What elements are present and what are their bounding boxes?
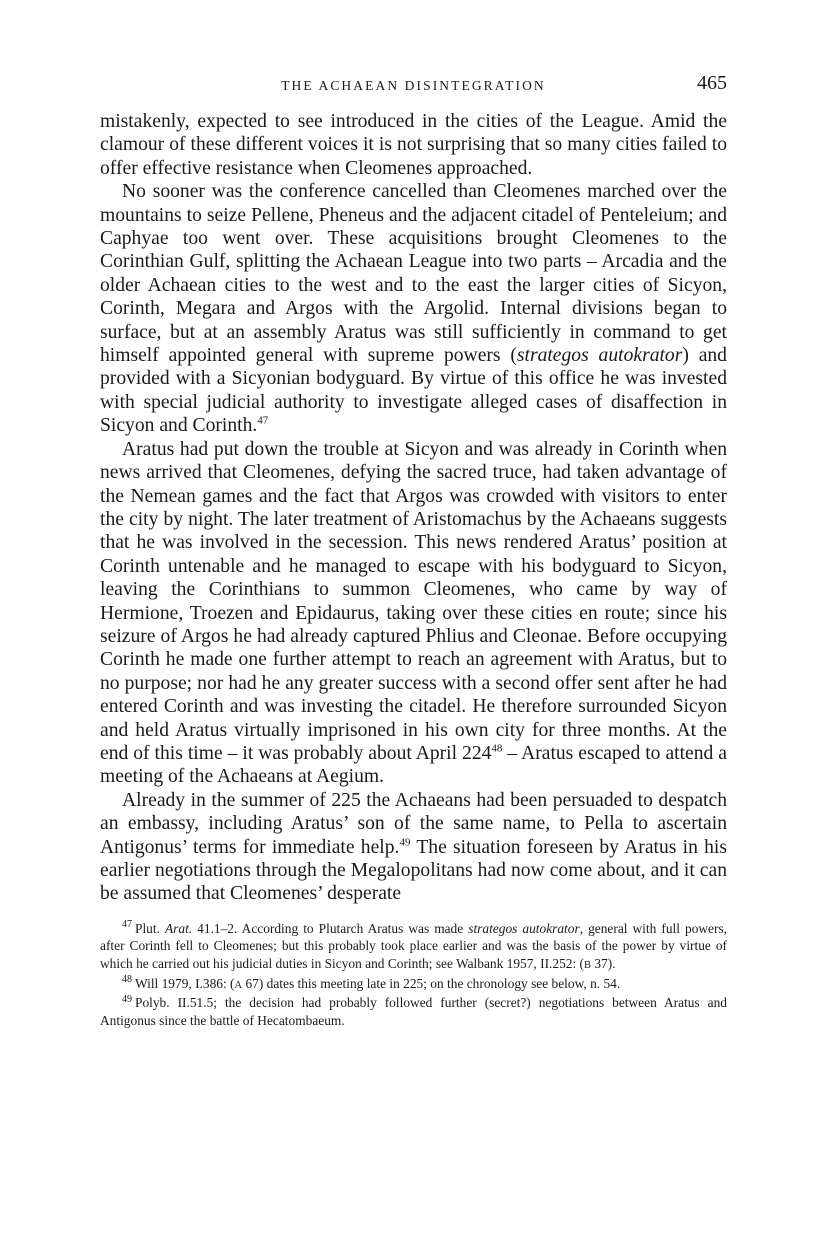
footnotes xyxy=(100,920,727,1030)
paragraph-3 xyxy=(100,438,727,789)
footnote-marker-49: 49 xyxy=(122,993,132,1005)
footnote-47-text-d: 37). xyxy=(591,956,616,971)
footnote-48-text-a: Will 1979, I.386: ( xyxy=(135,975,235,991)
footnote-49 xyxy=(100,994,727,1029)
page-number: 465 xyxy=(697,72,727,94)
paragraph-2-italic: strategos autokrator xyxy=(516,345,683,367)
footnote-marker-47: 47 xyxy=(122,919,132,931)
paragraph-1-text: mistakenly, expected to see introduced in the cities of the League. Amid the clamour of these different voices it is not surprising that so many cities failed to offer effective resistance when Cleomenes approached. xyxy=(100,111,727,179)
footnote-47 xyxy=(100,920,727,975)
paragraph-3-text-b: – Aratus escaped to attend a meeting of the Achaeans at Aegium. xyxy=(100,742,727,788)
footnote-ref-47[interactable]: 47 xyxy=(257,414,269,427)
paragraph-4-text-a: Already in the summer of 225 the Achaeans had been persuaded to despatch an embassy, including Aratus’ son of the same name, to Pella to ascertain Antigonus’ terms for immediate help. xyxy=(100,789,727,858)
footnote-47-italic-2: strategos autokrator xyxy=(468,920,580,936)
footnote-ref-49[interactable]: 49 xyxy=(399,836,411,849)
footnote-47-text-c: , general with full powers, after Corinth fell to Cleomenes; but this probably took place earlier and was the basis of the power by virtue of which he carried out his judicial duties in Sicyon and Corinth; see Walbank 1957, II.252: ( xyxy=(100,920,728,971)
footnote-marker-48: 48 xyxy=(122,974,132,986)
footnote-48-smallcaps: A xyxy=(234,979,243,991)
running-head xyxy=(100,72,727,102)
paragraph-4 xyxy=(100,789,727,906)
paragraph-2 xyxy=(100,180,727,437)
footnote-47-italic: Arat. xyxy=(164,920,193,936)
paragraph-3-text-a: Aratus had put down the trouble at Sicyon and was already in Corinth when news arrived that Cleomenes, defying the sacred truce, had taken advantage of the Nemean games and the fact that Argos was crowded with visitors to enter the city by night. The later treatment of Aristomachus by the Achaeans suggests that he was involved in the secession. This news rendered Aratus’ position at Corinth untenable and he managed to escape with his bodyguard to Sicyon, leaving the Corinthians to summon Cleomenes, who came by way of Hermione, Troezen and Epidaurus, taking over these cities en route; since his seizure of Argos he had already captured Phlius and Cleonae. Before occupying Corinth he made one further attempt to reach an agreement with Aratus, but to no purpose; nor had he any greater success with a second offer sent after he had entered Corinth and was investing the citadel. He therefore surrounded Sicyon and held Aratus virtually imprisoned in his own city for three months. At the end of this time – it was probably about April 224 xyxy=(100,438,727,764)
footnote-48 xyxy=(100,975,727,995)
footnote-47-text-b: 41.1–2. According to Plutarch Aratus was made xyxy=(192,920,469,936)
paragraph-1 xyxy=(100,110,727,180)
paragraph-2-text-a: No sooner was the conference cancelled than Cleomenes marched over the mountains to seize Pellene, Pheneus and the adjacent citadel of Penteleium; and Caphyae too went over. These acquisitions brought Cleomenes to the Corinthian Gulf, splitting the Achaean League into two parts – Arcadia and the older Achaean cities to the west and to the east the larger cities of Sicyon, Corinth, Megara and Argos with the Argolid. Internal divisions began to surface, but at an assembly Aratus was still sufficiently in command to get himself appointed general with supreme powers ( xyxy=(100,181,727,367)
footnote-49-text: Polyb. II.51.5; the decision had probably followed further (secret?) negotiations between Aratus and Antigonus since the battle of Hecatombaeum. xyxy=(100,995,727,1028)
footnote-47-text-a: Plut. xyxy=(135,920,165,936)
body-text xyxy=(100,110,727,906)
footnote-48-text-b: 67) dates this meeting late in 225; on the chronology see below, n. 54. xyxy=(242,975,621,991)
footnote-ref-48[interactable]: 48 xyxy=(491,742,503,755)
paragraph-2-text-b: ) and provided with a Sicyonian bodyguard. By virtue of this office he was invested with special judicial authority to investigate alleged cases of disaffection in Sicyon and Corinth. xyxy=(100,345,727,437)
running-title: THE ACHAEAN DISINTEGRATION xyxy=(281,78,546,93)
footnote-47-smallcaps: B xyxy=(583,960,591,971)
paragraph-4-text-b: The situation foreseen by Aratus in his earlier negotiations through the Megalopolitans had now come about, and it can be assumed that Cleomenes’ desperate xyxy=(100,836,727,905)
page xyxy=(100,72,727,1029)
